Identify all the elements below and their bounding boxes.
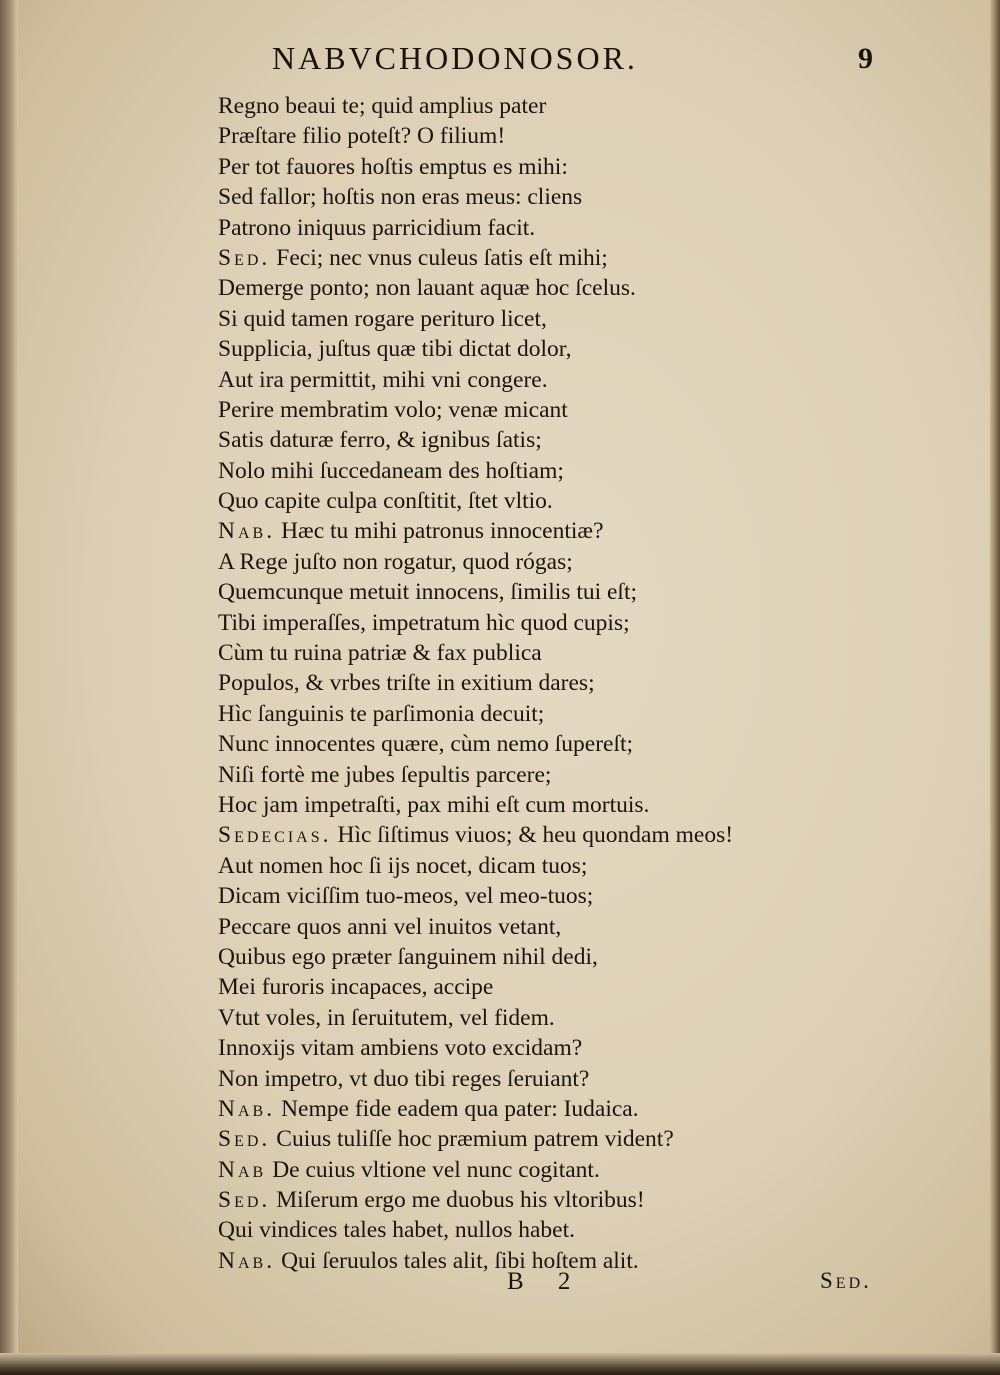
verse-text-line: Hæc tu mihi patronus innocentiæ?	[281, 518, 604, 545]
verse-line	[218, 334, 938, 364]
verse-text-line: Niſi fortè me jubes ſepultis parcere;	[218, 761, 552, 788]
verse-text-line: Vtut voles, in ſeruitutem, vel fidem.	[218, 1004, 555, 1031]
folio-number: 9	[858, 42, 873, 75]
verse-text-line: De cuius vltione vel nunc cogitant.	[272, 1156, 600, 1183]
verse-line	[218, 516, 938, 546]
verse-line	[218, 547, 938, 577]
verse-text-line: Miſerum ergo me duobus his vltoribus!	[276, 1187, 645, 1214]
verse-text-line: Hoc jam impetraſti, pax mihi eſt cum mortuis.	[218, 791, 650, 818]
verse-line	[218, 790, 938, 820]
verse-text-line: Patrono iniquus parricidium facit.	[218, 214, 536, 241]
verse-line	[218, 152, 938, 182]
verse-line	[218, 304, 938, 334]
speaker-label: Nab.	[218, 1095, 276, 1122]
verse-text-line: Satis daturæ ferro, & ignibus ſatis;	[218, 427, 542, 454]
verse-text-line: Dicam viciſſim tuo-meos, vel meo-tuos;	[218, 883, 594, 910]
verse-line	[218, 1155, 938, 1185]
verse-line	[218, 942, 938, 972]
verse-line	[218, 1185, 938, 1215]
verse-text-line: Demerge ponto; non lauant aquæ hoc ſcelus.	[218, 275, 636, 302]
verse-line	[218, 608, 938, 638]
verse-text-line: Hìc ſiſtimus viuos; & heu quondam meos!	[337, 822, 734, 849]
verse-text-line: Cùm tu ruina patriæ & fax publica	[218, 640, 542, 667]
page-footer	[0, 1268, 1000, 1302]
verse-text-line: Nolo mihi ſuccedaneam des hoſtiam;	[218, 457, 564, 484]
page-bottom-edge	[0, 1353, 1000, 1375]
verse-text-line: Nempe fide eadem qua pater: Iudaica.	[281, 1095, 639, 1122]
signature-mark: B 2	[507, 1268, 585, 1295]
verse-line	[218, 243, 938, 273]
verse-line	[218, 365, 938, 395]
verse-line	[218, 486, 938, 516]
verse-line	[218, 577, 938, 607]
verse-line	[218, 1124, 938, 1154]
verse-text-line: Qui vindices tales habet, nullos habet.	[218, 1217, 575, 1244]
verse-text	[218, 91, 938, 1276]
catchword: Sed.	[820, 1268, 872, 1293]
verse-text-line: Si quid tamen rogare perituro licet,	[218, 305, 547, 332]
verse-text-line: Per tot fauores hoſtis emptus es mihi:	[218, 153, 568, 180]
speaker-label: Sed.	[218, 244, 271, 271]
verse-text-line: Quibus ego præter ſanguinem nihil dedi,	[218, 943, 598, 970]
verse-text-line: Hìc ſanguinis te parſimonia decuit;	[218, 700, 545, 727]
verse-text-line: Peccare quos anni vel inuitos vetant,	[218, 913, 562, 940]
verse-text-line: A Rege juſto non rogatur, quod rógas;	[218, 548, 573, 575]
speaker-label: Nab.	[218, 1247, 276, 1274]
page-right-edge	[990, 0, 1000, 1375]
verse-line	[218, 273, 938, 303]
verse-line	[218, 91, 938, 121]
verse-text-line: Regno beaui te; quid amplius pater	[218, 93, 547, 119]
verse-line	[218, 1033, 938, 1063]
verse-text-line: Populos, & vrbes triſte in exitium dares;	[218, 670, 595, 697]
speaker-label: Sedecias.	[218, 822, 332, 849]
verse-text-line: Supplicia, juſtus quæ tibi dictat dolor,	[218, 336, 572, 363]
verse-line	[218, 972, 938, 1002]
verse-line	[218, 1064, 938, 1094]
verse-text-line: Feci; nec vnus culeus ſatis eſt mihi;	[276, 244, 608, 271]
verse-text-line: Quemcunque metuit innocens, ſimilis tui eſt;	[218, 579, 638, 606]
page-header	[0, 40, 1000, 80]
verse-line	[218, 213, 938, 243]
verse-text-line: Non impetro, vt duo tibi reges ſeruiant?	[218, 1065, 590, 1092]
verse-line	[218, 1094, 938, 1124]
verse-line	[218, 729, 938, 759]
verse-line	[218, 760, 938, 790]
speaker-label: Sed.	[218, 1126, 271, 1153]
verse-text-line: Mei furoris incapaces, accipe	[218, 974, 494, 1001]
verse-line	[218, 425, 938, 455]
verse-line	[218, 456, 938, 486]
verse-text-line: Perire membratim volo; venæ micant	[218, 396, 568, 423]
verse-line	[218, 638, 938, 668]
page-gutter-edge	[0, 0, 18, 1375]
verse-text-line: Nunc innocentes quære, cùm nemo ſupereſt;	[218, 731, 634, 758]
verse-line	[218, 121, 938, 151]
verse-text-line: Præſtare filio poteſt? O filium!	[218, 123, 506, 150]
verse-text-line: Cuius tuliſſe hoc præmium patrem vident?	[276, 1126, 674, 1153]
speaker-label: Nab.	[218, 518, 276, 545]
verse-line	[218, 1003, 938, 1033]
speaker-label: Nab	[218, 1156, 267, 1183]
verse-line	[218, 395, 938, 425]
verse-line	[218, 851, 938, 881]
verse-line	[218, 1215, 938, 1245]
running-title: NABVCHODONOSOR.	[272, 40, 638, 76]
verse-text-line: Aut ira permittit, mihi vni congere.	[218, 366, 548, 393]
speaker-label: Sed.	[218, 1187, 271, 1214]
verse-line	[218, 820, 938, 850]
verse-text-line: Innoxijs vitam ambiens voto excidam?	[218, 1035, 583, 1062]
verse-text-line: Qui ſeruulos tales alit, ſibi hoſtem alit.	[281, 1247, 639, 1274]
verse-text-line: Quo capite culpa conſtitit, ſtet vltio.	[218, 488, 553, 515]
verse-line	[218, 182, 938, 212]
verse-line	[218, 699, 938, 729]
verse-line	[218, 668, 938, 698]
verse-line	[218, 912, 938, 942]
verse-text-line: Sed fallor; hoſtis non eras meus: cliens	[218, 184, 583, 211]
verse-line	[218, 881, 938, 911]
verse-text-line: Aut nomen hoc ſi ijs nocet, dicam tuos;	[218, 852, 588, 879]
verse-text-line: Tibi imperaſſes, impetratum hìc quod cupis;	[218, 609, 630, 636]
